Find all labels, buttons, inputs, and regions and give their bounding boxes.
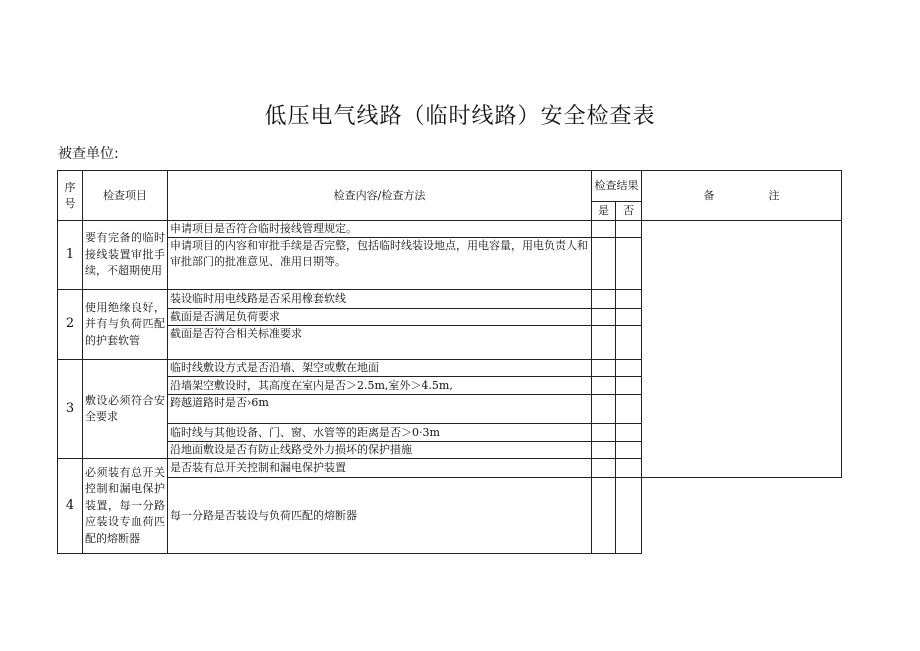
check-content: 沿地面敷设是否有防止线路受外力损坏的保护措施 bbox=[168, 442, 592, 459]
no-cell[interactable] bbox=[616, 309, 642, 326]
check-content: 申请项目的内容和审批手续是否完整，包括临时线装设地点，用电容量，用电负责人和审批部门的批准意见、准用日期等。 bbox=[168, 238, 592, 290]
yes-cell[interactable] bbox=[592, 377, 616, 395]
yes-cell[interactable] bbox=[592, 459, 616, 478]
yes-cell[interactable] bbox=[592, 478, 616, 554]
check-item: 要有完备的临时接线装置审批手续，不超期使用 bbox=[83, 221, 168, 290]
no-cell[interactable] bbox=[616, 395, 642, 424]
yes-cell[interactable] bbox=[592, 221, 616, 238]
no-cell[interactable] bbox=[616, 221, 642, 238]
yes-cell[interactable] bbox=[592, 238, 616, 290]
remark-cell[interactable] bbox=[642, 221, 842, 478]
check-content: 临时线敷设方式是否沿墙、架空或敷在地面 bbox=[168, 360, 592, 377]
no-cell[interactable] bbox=[616, 478, 642, 554]
header-no: 序号 bbox=[58, 171, 83, 221]
header-content: 检查内容/检查方法 bbox=[168, 171, 592, 221]
check-content: 沿墙架空敷设时，其高度在室内是否＞2.5m,室外＞4.5m, bbox=[168, 377, 592, 395]
no-cell[interactable] bbox=[616, 238, 642, 290]
check-content: 跨越道路时是否›6m bbox=[168, 395, 592, 424]
check-item: 敷设必须符合安全要求 bbox=[83, 360, 168, 459]
row-number: 1 bbox=[58, 221, 83, 290]
yes-cell[interactable] bbox=[592, 360, 616, 377]
row-number: 3 bbox=[58, 360, 83, 459]
yes-cell[interactable] bbox=[592, 442, 616, 459]
no-cell[interactable] bbox=[616, 360, 642, 377]
check-content: 是否装有总开关控制和漏电保护装置 bbox=[168, 459, 592, 478]
header-remark-a: 备 bbox=[703, 188, 715, 202]
header-item: 检查项目 bbox=[83, 171, 168, 221]
yes-cell[interactable] bbox=[592, 290, 616, 309]
row-number: 2 bbox=[58, 290, 83, 360]
yes-cell[interactable] bbox=[592, 424, 616, 442]
no-cell[interactable] bbox=[616, 326, 642, 360]
check-content: 装设临时用电线路是否采用橡套软线 bbox=[168, 290, 592, 309]
no-cell[interactable] bbox=[616, 459, 642, 478]
no-cell[interactable] bbox=[616, 424, 642, 442]
check-item: 使用绝缘良好，并有与负荷匹配的护套软管 bbox=[83, 290, 168, 360]
inspected-unit-label: 被查单位: bbox=[58, 146, 119, 162]
yes-cell[interactable] bbox=[592, 395, 616, 424]
yes-cell[interactable] bbox=[592, 326, 616, 360]
check-content: 临时线与其他设备、门、窗、水管等的距离是否＞0·3m bbox=[168, 424, 592, 442]
check-content: 截面是否满足负荷要求 bbox=[168, 309, 592, 326]
header-remark-b: 注 bbox=[768, 188, 780, 202]
no-cell[interactable] bbox=[616, 442, 642, 459]
inspection-table bbox=[57, 170, 842, 554]
check-content: 每一分路是否装设与负荷匹配的熔断器 bbox=[168, 478, 592, 554]
yes-cell[interactable] bbox=[592, 309, 616, 326]
header-result: 检查结果 bbox=[592, 171, 642, 202]
no-cell[interactable] bbox=[616, 377, 642, 395]
check-item: 必须装有总开关控制和漏电保护装置，每一分路应装设专血荷匹配的熔断器 bbox=[83, 459, 168, 554]
check-content: 申请项目是否符合临时接线管理规定。 bbox=[168, 221, 592, 238]
header-no-answer: 否 bbox=[616, 202, 642, 221]
no-cell[interactable] bbox=[616, 290, 642, 309]
header-remark bbox=[642, 171, 842, 221]
header-yes: 是 bbox=[592, 202, 616, 221]
page-title: 低压电气线路（临时线路）安全检查表 bbox=[264, 104, 656, 129]
check-content: 截面是否符合相关标准要求 bbox=[168, 326, 592, 360]
row-number: 4 bbox=[58, 459, 83, 554]
